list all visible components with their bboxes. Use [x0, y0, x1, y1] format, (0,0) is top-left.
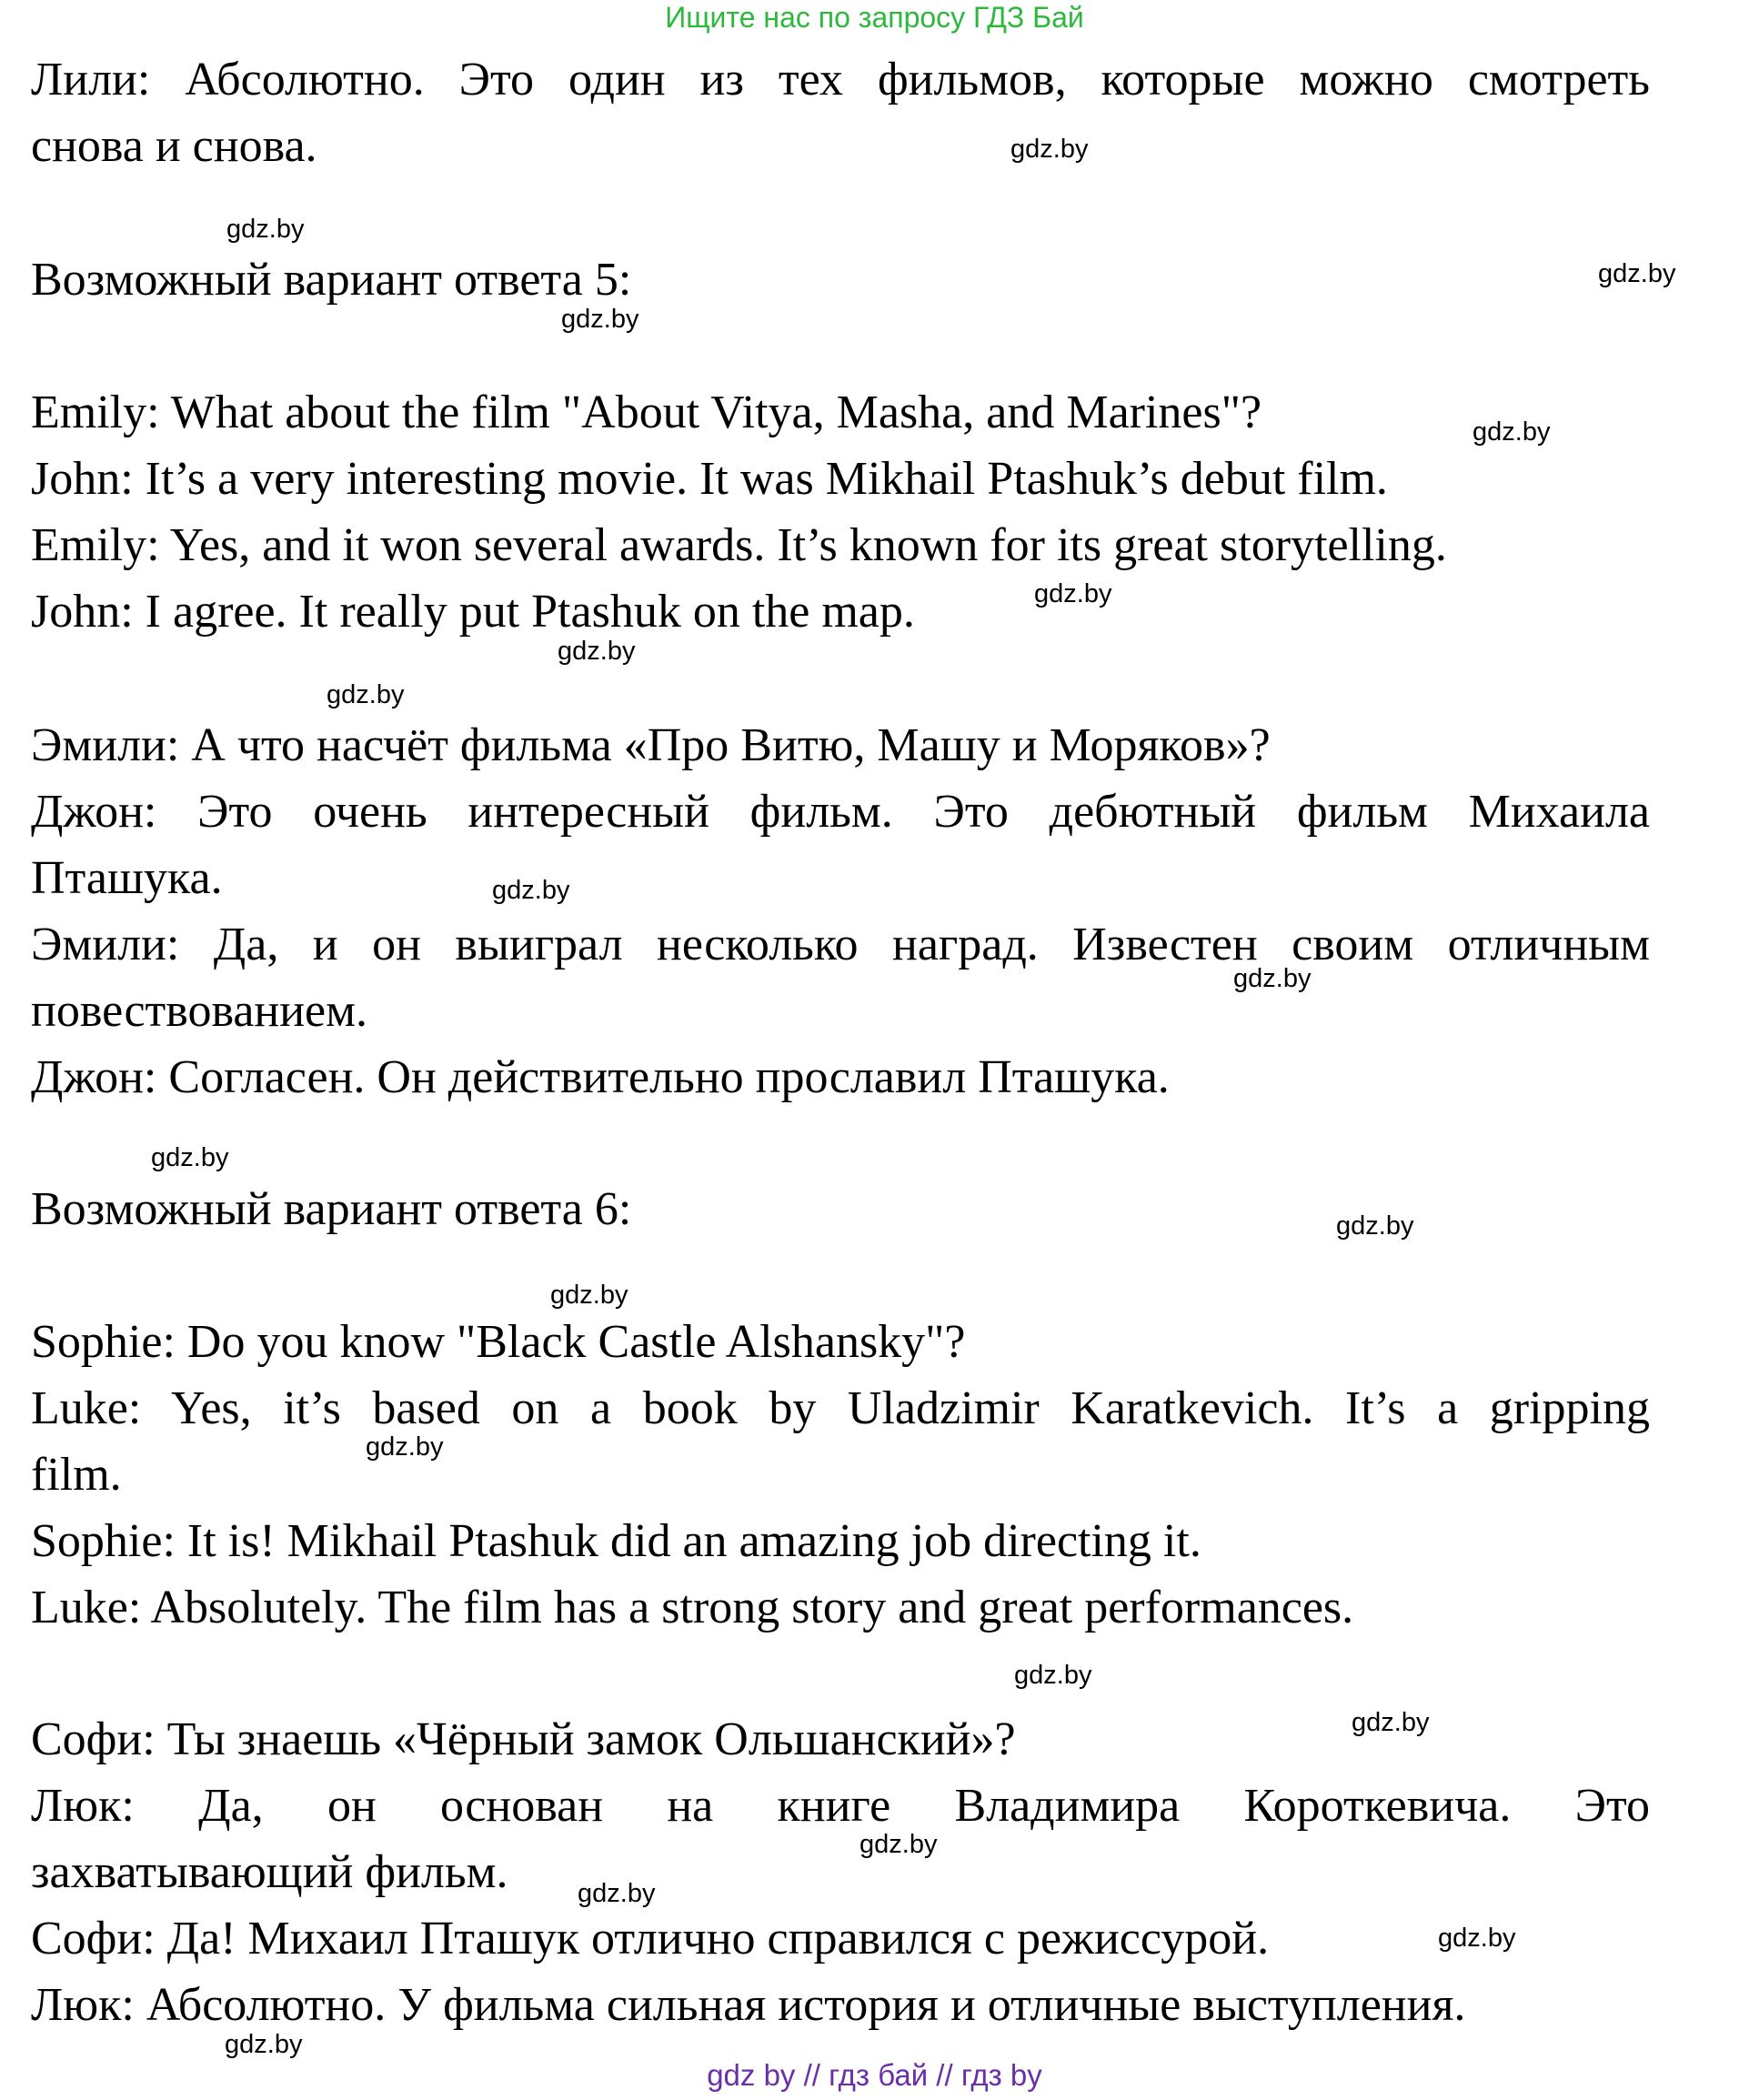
text-line: John: I agree. It really put Ptashuk on the map. — [31, 586, 915, 638]
search-hint-link[interactable]: Ищите нас по запросу ГДЗ Бай — [665, 1, 1084, 34]
watermark: gdz.by — [151, 1143, 229, 1172]
text-line: Лили: Абсолютно. Это один из тех фильмов, которые можно смотреть — [31, 54, 1650, 106]
watermark: gdz.by — [1352, 1708, 1430, 1737]
text-line: Эмили: А что насчёт фильма «Про Витю, Машу и Моряков»? — [31, 719, 1271, 771]
watermark: gdz.by — [1233, 964, 1312, 993]
watermark: gdz.by — [550, 1281, 628, 1310]
text-line: Emily: What about the film "About Vitya, Masha, and Marines"? — [31, 387, 1262, 438]
text-line: Sophie: It is! Mikhail Ptashuk did an amazing job directing it. — [31, 1515, 1201, 1567]
text-line: Джон: Это очень интересный фильм. Это дебютный фильм Михаила — [31, 786, 1650, 838]
text-line: повествованием. — [31, 985, 368, 1037]
watermark: gdz.by — [1473, 417, 1551, 447]
text-line: Люк: Да, он основан на книге Владимира Короткевича. Это — [31, 1780, 1650, 1832]
text-line: снова и снова. — [31, 120, 317, 172]
text-line: Пташука. — [31, 852, 223, 904]
text-line: захватывающий фильм. — [31, 1846, 508, 1898]
watermark: gdz.by — [366, 1432, 444, 1462]
text-line: film. — [31, 1449, 122, 1501]
watermark: gdz.by — [492, 876, 570, 905]
footer-links[interactable]: gdz by // гдз бай // гдз by — [707, 2058, 1042, 2092]
text-line: Emily: Yes, and it won several awards. It’s known for its great storytelling. — [31, 519, 1447, 571]
watermark: gdz.by — [1438, 1924, 1516, 1953]
text-line: Sophie: Do you know "Black Castle Alshansky"? — [31, 1316, 966, 1368]
watermark: gdz.by — [226, 215, 305, 244]
watermark: gdz.by — [578, 1879, 656, 1908]
text-line: Софи: Да! Михаил Пташук отлично справился с режиссурой. — [31, 1913, 1270, 1964]
watermark: gdz.by — [1010, 135, 1089, 164]
watermark: gdz.by — [859, 1830, 938, 1859]
text-line: Luke: Yes, it’s based on a book by Uladzimir Karatkevich. It’s a gripping — [31, 1382, 1650, 1434]
text-line: Эмили: Да, и он выиграл несколько наград. Известен своим отличным — [31, 919, 1650, 970]
text-line: Джон: Согласен. Он действительно прославил Пташука. — [31, 1051, 1170, 1103]
watermark: gdz.by — [225, 2030, 303, 2059]
text-line: Софи: Ты знаешь «Чёрный замок Ольшанский»? — [31, 1713, 1016, 1765]
text-line: Люк: Абсолютно. У фильма сильная история и отличные выступления. — [31, 1979, 1466, 2031]
section-heading: Возможный вариант ответа 6: — [31, 1183, 632, 1235]
watermark: gdz.by — [1336, 1211, 1414, 1241]
watermark: gdz.by — [558, 637, 636, 666]
watermark: gdz.by — [1014, 1661, 1092, 1690]
section-heading: Возможный вариант ответа 5: — [31, 254, 632, 306]
watermark: gdz.by — [1598, 259, 1676, 288]
text-line: John: It’s a very interesting movie. It was Mikhail Ptashuk’s debut film. — [31, 453, 1388, 505]
text-line: Luke: Absolutely. The film has a strong story and great performances. — [31, 1582, 1354, 1633]
watermark: gdz.by — [1034, 579, 1112, 608]
watermark: gdz.by — [327, 680, 405, 709]
watermark: gdz.by — [561, 305, 639, 334]
